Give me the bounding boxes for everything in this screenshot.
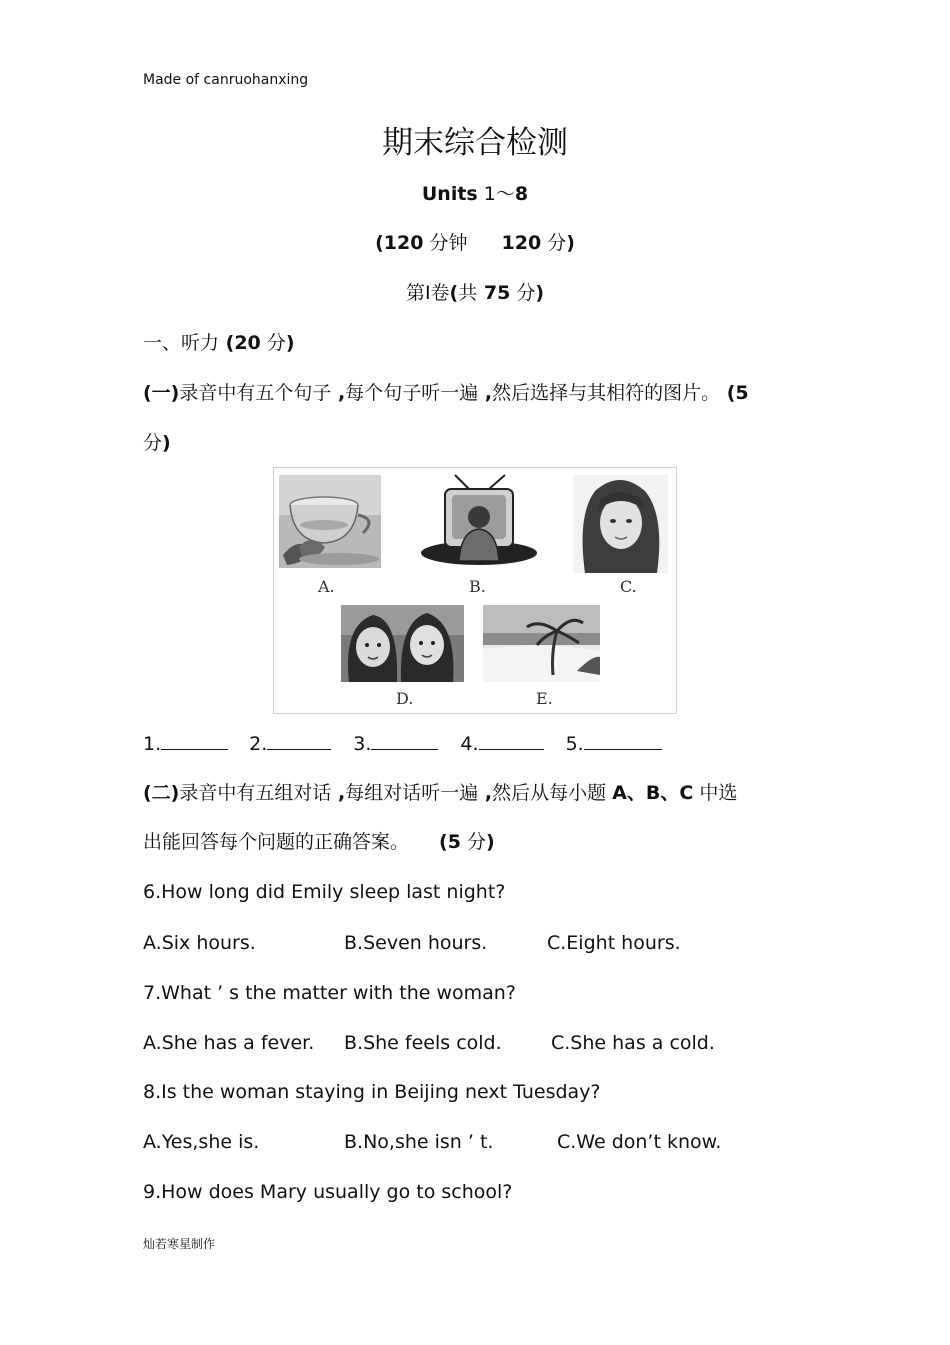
q6-option-c[interactable]: C.Eight hours.: [547, 932, 681, 954]
part1-comma1: ,: [331, 382, 346, 404]
picture-label-d: D.: [396, 689, 414, 708]
section-label: 一、听力: [143, 332, 220, 354]
q8-option-a[interactable]: A.Yes,she is.: [143, 1131, 260, 1153]
question-6: 6.How long did Emily sleep last night?: [143, 881, 506, 903]
beach-palm-photo: [483, 605, 600, 682]
part2-comma1: ,: [331, 782, 346, 804]
part1-comma2: ,: [478, 382, 493, 404]
blank-4[interactable]: [479, 731, 544, 750]
part1-score-close: ): [162, 432, 171, 454]
part2-options: A、B、C: [612, 782, 694, 804]
part1-prefix: (一): [143, 382, 180, 404]
blank-3-label: 3.: [353, 733, 372, 755]
score-value: 120: [501, 232, 542, 254]
volume-prefix: 第Ⅰ卷: [405, 282, 450, 304]
q7-option-a[interactable]: A.She has a fever.: [143, 1032, 315, 1054]
part2-comma2: ,: [478, 782, 493, 804]
part2-instruction-cont: [143, 830, 495, 854]
volume-open: (: [449, 282, 459, 304]
blank-2[interactable]: [267, 731, 331, 750]
picture-panel: [273, 467, 677, 714]
long-hair-woman-photo: [573, 475, 668, 573]
twin-girls-photo: [341, 605, 464, 682]
tv-watching-boy: [419, 473, 539, 568]
blank-2-label: 2.: [249, 733, 268, 755]
q7-option-b[interactable]: B.She feels cold.: [344, 1032, 502, 1054]
time-unit: 分钟: [423, 232, 468, 254]
footer-maker: 灿若寒星制作: [143, 1237, 216, 1251]
time-value: (120: [375, 232, 424, 254]
section-listening: [143, 331, 295, 355]
part2-text4: 中选: [693, 782, 738, 804]
part1-score-unit: 分: [143, 432, 163, 454]
volume-close: ): [535, 282, 545, 304]
blank-5-label: 5.: [565, 733, 584, 755]
blank-row: [143, 731, 662, 756]
part1-text3: 然后选择与其相符的图片。: [492, 382, 721, 404]
section-close: ): [285, 332, 295, 354]
part2-instruction: [143, 781, 737, 805]
blank-5[interactable]: [584, 731, 662, 750]
section-score: (20: [219, 332, 261, 354]
q8-option-b[interactable]: B.No,she isn ’ t.: [344, 1131, 494, 1153]
teacup-photo: [279, 475, 381, 568]
part2-score: (5: [439, 831, 461, 853]
part2-text2: 每组对话听一遍: [345, 782, 479, 804]
page-title: 期末综合检测: [382, 125, 568, 161]
part2-line2: 出能回答每个问题的正确答案。: [143, 831, 410, 853]
units-range: 1～: [477, 183, 515, 205]
part2-score-close: ): [485, 831, 495, 853]
units-word: Units: [421, 183, 478, 205]
time-score-line: [0, 231, 950, 255]
question-8: 8.Is the woman staying in Beijing next Tuesday?: [143, 1081, 601, 1103]
blank-3[interactable]: [371, 731, 438, 750]
question-9: 9.How does Mary usually go to school?: [143, 1181, 513, 1203]
picture-label-c: C.: [620, 577, 637, 596]
picture-label-b: B.: [469, 577, 486, 596]
volume-unit: 分: [510, 282, 536, 304]
close-paren: ): [566, 232, 575, 254]
part1-instruction-cont: [143, 431, 171, 455]
part2-text: 录音中有五组对话: [179, 782, 332, 804]
blank-1-label: 1.: [143, 733, 162, 755]
q6-option-b[interactable]: B.Seven hours.: [344, 932, 488, 954]
volume-gong: 共: [458, 282, 478, 304]
section-unit: 分: [260, 332, 286, 354]
part2-text3: 然后从每小题: [492, 782, 613, 804]
part2-score-unit: 分: [460, 831, 486, 853]
question-7: 7.What ’ s the matter with the woman?: [143, 982, 516, 1004]
q6-option-a[interactable]: A.Six hours.: [143, 932, 256, 954]
units-line: [0, 182, 950, 206]
volume-num: 75: [477, 282, 511, 304]
picture-label-e: E.: [536, 689, 553, 708]
part1-text: 录音中有五个句子: [179, 382, 332, 404]
part2-prefix: (二): [143, 782, 180, 804]
blank-4-label: 4.: [460, 733, 479, 755]
q8-option-c[interactable]: C.We don’t know.: [557, 1131, 722, 1153]
header-maker: Made of canruohanxing: [143, 72, 309, 88]
picture-label-a: A.: [318, 577, 335, 596]
part1-score: (5: [720, 382, 749, 404]
q7-option-c[interactable]: C.She has a cold.: [551, 1032, 715, 1054]
part1-instruction: [143, 381, 749, 405]
volume-line: [0, 281, 950, 305]
blank-1[interactable]: [161, 731, 228, 750]
part1-text2: 每个句子听一遍: [345, 382, 479, 404]
score-unit: 分: [541, 232, 567, 254]
units-end: 8: [514, 183, 529, 205]
